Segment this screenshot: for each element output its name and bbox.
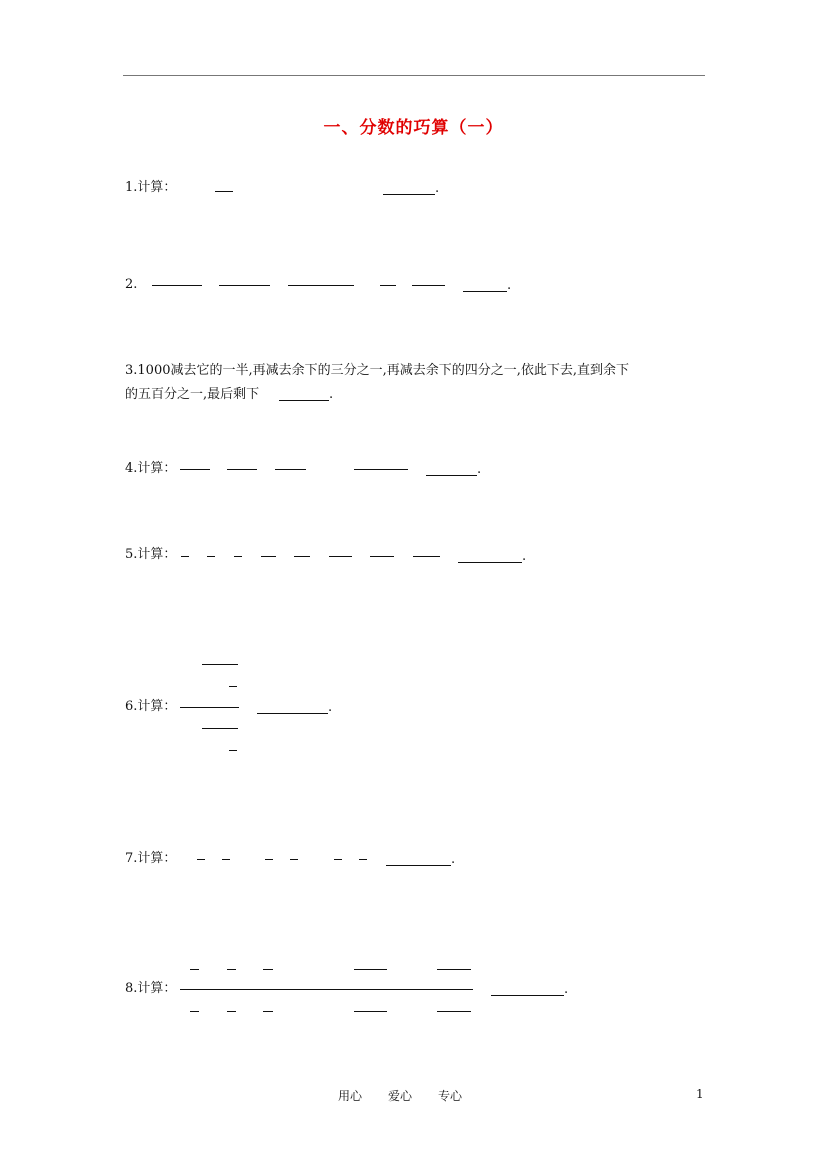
fraction-bar: [219, 285, 270, 286]
fraction-bar: [359, 859, 367, 860]
question-3-line-1: 3.1000减去它的一半,再减去余下的三分之一,再减去余下的四分之一,依此下去,直到余下: [125, 363, 630, 378]
question-8-label: 8.计算：: [125, 981, 177, 996]
fraction-bar: [334, 859, 342, 860]
fraction-bar: [370, 556, 394, 557]
fraction-bar: [380, 285, 396, 286]
fraction-bar: [190, 969, 199, 970]
fraction-bar: [152, 285, 202, 286]
answer-blank[interactable]: [426, 475, 477, 476]
fraction-bar: [354, 969, 387, 970]
question-1-label: 1.计算：: [125, 180, 177, 195]
fraction-bar: [202, 664, 238, 665]
fraction-bar: [437, 969, 471, 970]
fraction-bar: [229, 750, 237, 751]
answer-blank[interactable]: [458, 562, 522, 563]
header-rule: [123, 75, 705, 76]
answer-blank[interactable]: [383, 194, 435, 195]
fraction-bar: [197, 859, 205, 860]
fraction-bar: [263, 1011, 273, 1012]
fraction-bar: [290, 859, 298, 860]
period: .: [451, 852, 456, 867]
question-4-label: 4.计算：: [125, 461, 177, 476]
fraction-bar: [412, 285, 445, 286]
fraction-bar: [263, 969, 273, 970]
fraction-bar: [227, 469, 257, 470]
period: .: [435, 181, 440, 196]
question-2-label: 2.: [125, 277, 138, 292]
fraction-bar: [181, 556, 189, 557]
fraction-bar: [354, 1011, 387, 1012]
fraction-bar: [234, 556, 242, 557]
fraction-bar: [190, 1011, 199, 1012]
fraction-bar: [227, 1011, 236, 1012]
question-7-label: 7.计算：: [125, 851, 177, 866]
fraction-bar: [227, 969, 236, 970]
answer-blank[interactable]: [463, 291, 507, 292]
fraction-bar: [294, 556, 310, 557]
fraction-bar: [354, 469, 408, 470]
fraction-bar: [215, 191, 233, 192]
fraction-bar: [288, 285, 354, 286]
fraction-bar: [202, 728, 238, 729]
answer-blank[interactable]: [279, 400, 329, 401]
answer-blank[interactable]: [491, 995, 564, 996]
fraction-bar: [275, 469, 306, 470]
page-title: 一、分数的巧算（一）: [323, 118, 504, 138]
footer-item: 爱心: [388, 1089, 413, 1103]
fraction-bar: [413, 556, 440, 557]
period: .: [564, 982, 569, 997]
main-fraction-bar: [180, 707, 239, 708]
answer-blank[interactable]: [257, 713, 328, 714]
answer-blank[interactable]: [386, 865, 451, 866]
page-number: 1: [696, 1087, 704, 1101]
footer-item: 专心: [438, 1089, 463, 1103]
question-6-label: 6.计算：: [125, 699, 177, 714]
footer-item: 用心: [338, 1089, 363, 1103]
fraction-bar: [222, 859, 230, 860]
fraction-bar: [229, 686, 237, 687]
period: .: [507, 278, 512, 293]
question-3-line-2: 的五百分之一,最后剩下: [125, 387, 260, 402]
period: .: [477, 462, 482, 477]
main-fraction-bar: [180, 989, 473, 990]
fraction-bar: [180, 469, 210, 470]
fraction-bar: [265, 859, 273, 860]
question-5-label: 5.计算：: [125, 547, 177, 562]
fraction-bar: [207, 556, 215, 557]
fraction-bar: [329, 556, 352, 557]
fraction-bar: [437, 1011, 471, 1012]
fraction-bar: [261, 556, 276, 557]
period: .: [329, 387, 334, 402]
period: .: [328, 700, 333, 715]
period: .: [522, 549, 527, 564]
